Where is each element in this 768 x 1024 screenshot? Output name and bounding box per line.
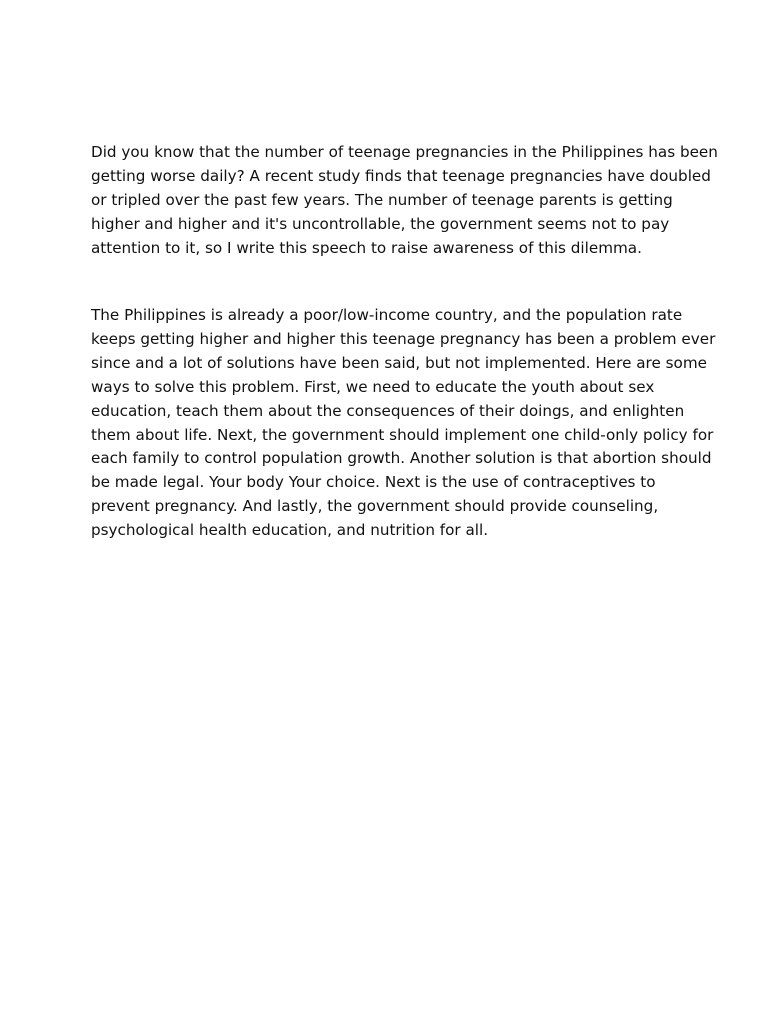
text-line: ways to solve this problem. First, we need to educate the youth about sex <box>91 377 655 396</box>
text-line: The Philippines is already a poor/low-income country, and the population rate <box>91 306 683 324</box>
text-line: getting worse daily? A recent study finds that teenage pregnancies have doubled <box>91 166 711 185</box>
text-line: attention to it, so I write this speech to raise awareness of this dilemma. <box>91 238 642 257</box>
text-line: since and a lot of solutions have been said, but not implemented. Here are some <box>91 353 707 372</box>
text-line: higher and higher and it's uncontrollable, the government seems not to pay <box>91 214 670 233</box>
text-line: Did you know that the number of teenage pregnancies in the Philippines has been <box>91 143 718 161</box>
text-line: each family to control population growth. Another solution is that abortion should <box>91 449 712 468</box>
text-line: them about life. Next, the government should implement one child-only policy for <box>91 425 714 444</box>
text-line: education, teach them about the consequences of their doings, and enlighten <box>91 401 685 420</box>
text-line: prevent pregnancy. And lastly, the government should provide counseling, <box>91 497 659 516</box>
paragraph-solutions <box>91 304 716 543</box>
text-line: psychological health education, and nutrition for all. <box>91 521 489 540</box>
paragraph-intro <box>91 141 718 261</box>
text-line: be made legal. Your body Your choice. Next is the use of contraceptives to <box>91 473 656 492</box>
text-line: or tripled over the past few years. The number of teenage parents is getting <box>91 190 673 209</box>
text-line: keeps getting higher and higher this teenage pregnancy has been a problem ever <box>91 329 716 348</box>
